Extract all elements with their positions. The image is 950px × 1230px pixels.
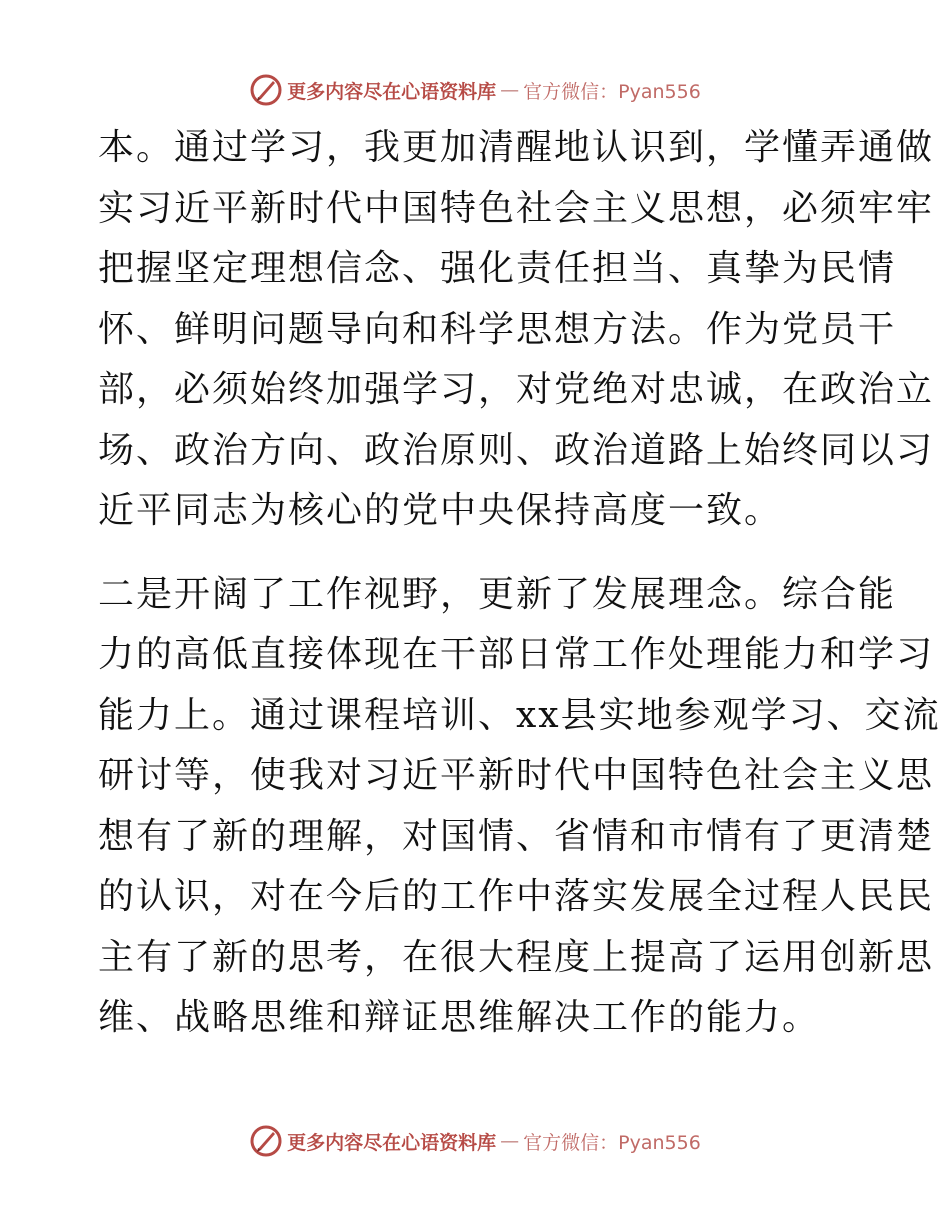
- text-line: 维、战略思维和辩证思维解决工作的能力。: [98, 997, 821, 1038]
- document-body: [98, 124, 941, 1055]
- footer-wechat: 官方微信：Pyan556: [523, 1131, 701, 1154]
- footer-banner: [0, 1123, 950, 1159]
- header-banner: [0, 72, 950, 108]
- text-line: 能力上。通过课程培训、xx县实地参观学习、交流: [98, 694, 941, 736]
- paragraph-1: [98, 124, 935, 535]
- header-banner-text: 更多内容尽在心语资料库: [287, 80, 497, 103]
- feather-pen-icon: [249, 1124, 283, 1158]
- text-line: 主有了新的思考，在很大程度上提高了运用创新思: [98, 936, 935, 978]
- text-line: 实习近平新时代中国特色社会主义思想，必须牢牢: [98, 187, 935, 229]
- footer-separator: —: [500, 1130, 520, 1152]
- footer-banner-text: 更多内容尽在心语资料库: [287, 1131, 497, 1154]
- feather-pen-icon: [249, 73, 283, 107]
- text-line: 研讨等，使我对习近平新时代中国特色社会主义思: [98, 755, 935, 796]
- text-line: 近平同志为核心的党中央保持高度一致。: [98, 490, 783, 531]
- text-line: 把握坚定理想信念、强化责任担当、真挚为民情: [98, 248, 897, 289]
- text-line: 场、政治方向、政治原则、政治道路上始终同以习: [98, 429, 935, 471]
- text-line: 部，必须始终加强学习，对党绝对忠诚，在政治立: [98, 369, 935, 410]
- text-line: 二是开阔了工作视野，更新了发展理念。综合能: [98, 573, 897, 615]
- text-line: 的认识，对在今后的工作中落实发展全过程人民民: [98, 876, 935, 917]
- paragraph-2: [98, 571, 941, 1042]
- text-line: 怀、鲜明问题导向和科学思想方法。作为党员干: [98, 308, 897, 350]
- text-line: 想有了新的理解，对国情、省情和市情有了更清楚: [98, 815, 935, 857]
- text-line: 力的高低直接体现在干部日常工作处理能力和学习: [98, 634, 935, 675]
- text-line: 本。通过学习，我更加清醒地认识到，学懂弄通做: [98, 127, 935, 168]
- header-wechat: 官方微信：Pyan556: [523, 80, 701, 103]
- header-separator: —: [500, 79, 520, 101]
- paragraph-gap: [98, 548, 868, 571]
